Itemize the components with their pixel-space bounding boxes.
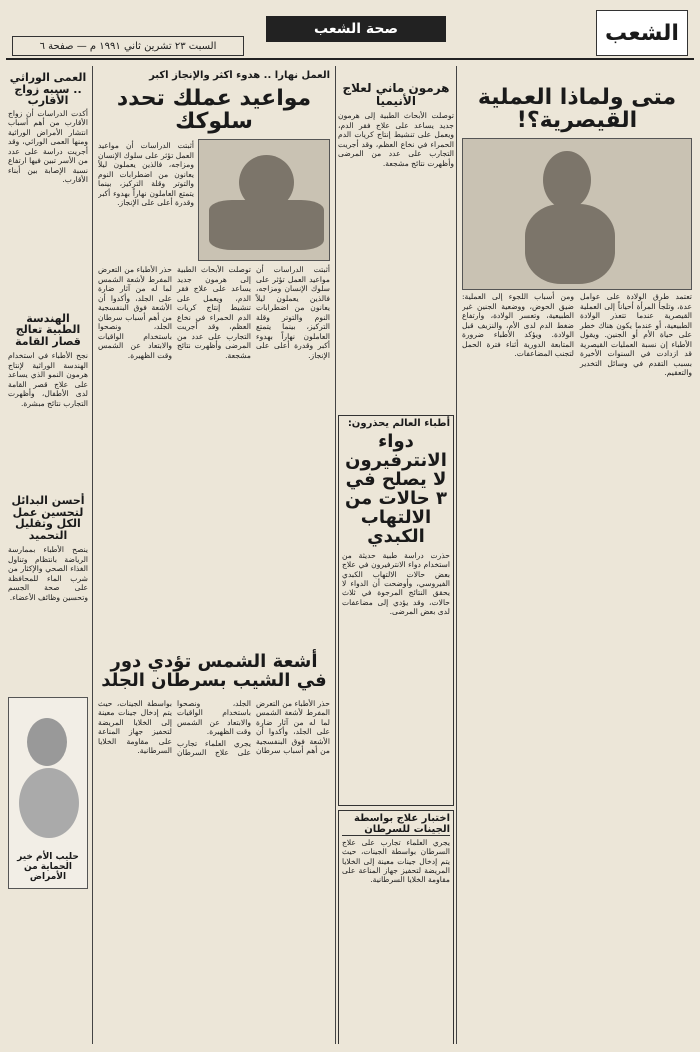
hormone-body: توصلت الأبحاث الطبية إلى هرمون جديد يساعد على علاج فقر الدم، ويعمل على تنشيط إنتاج كريات الدم الحمراء في نخاع العظم، وقد أجريت التجارب على عدد من المرضى وأظهرت نتائج مشجعة. xyxy=(338,111,454,168)
baby-figure xyxy=(19,768,79,838)
appointments-kicker: العمل نهاراً .. هدوء أكثر والإنجاز أكبر xyxy=(149,70,330,81)
engineering-body: نجح الأطباء في استخدام الهندسة الوراثية لإنتاج هرمون النمو الذي يساعد على علاج قصر القامة لدى الأطفال، وأظهرت التجارب نتائج مبشرة. xyxy=(8,351,88,408)
genes-box xyxy=(338,810,454,1044)
interferon-headline: دواء الانترفيرون لا يصلح في ٣ حالات من الالتهاب الكبدي xyxy=(344,431,448,547)
cesarean-body xyxy=(462,292,692,1044)
appointments-paragraph: حذر الأطباء من التعرض المفرط لأشعة الشمس لما له من آثار ضارة على الجلد، وأكدوا أن الأشعة فوق البنفسجية من أهم أسباب سرطان الجلد، ونصحوا باستخدام الواقيات والابتعاد عن الشمس وقت الظهيرة. xyxy=(98,265,172,360)
cesarean-paragraph: ومن أسباب اللجوء إلى العملية: ضيق الحوض، ووضعية الجنين غير الطبيعية، وتعسر الولادة، وارتفاع ضغط الدم لدى الأم، والنزيف قبل الولادة. ويؤكد الأطباء ضرورة المتابعة الدورية أثناء فترة الحمل لتجنب المضاعفات. xyxy=(462,292,574,359)
masthead xyxy=(6,6,694,60)
sun-paragraph: حذر الأطباء من التعرض المفرط لأشعة الشمس لما له من آثار ضارة على الجلد، وأكدوا أن الأشعة فوق البنفسجية من أهم أسباب سرطان الجلد، ونصحوا باستخدام الواقيات والابتعاد عن الشمس وقت الظهيرة. xyxy=(177,698,330,756)
appointments-paragraph: أثبتت الدراسات أن مواعيد العمل تؤثر على سلوك الإنسان ومزاجه، فالذين يعملون ليلاً يعانون من اضطرابات النوم والتوتر وقلة التركيز، بينما يتمتع العاملون نهاراً بهدوء أكبر وقدرة أعلى على الإنجاز. xyxy=(256,265,330,360)
interferon-box xyxy=(338,415,454,805)
appointments-photo xyxy=(198,139,330,261)
column-rule xyxy=(92,66,93,1044)
newspaper-logo: الشعب xyxy=(596,10,688,56)
sun-headline: أشعة الشمس تؤدي دور في الشيب بسرطان الجلد xyxy=(101,651,327,692)
sun-body xyxy=(98,699,330,939)
woman-figure xyxy=(543,151,591,209)
rocking-chair xyxy=(525,204,615,284)
appointments-headline: مواعيد عملك تحدد سلوكك xyxy=(116,86,312,135)
mother-figure xyxy=(27,718,67,766)
interferon-body: حذرت دراسة طبية حديثة من استخدام دواء الانترفيرون في علاج بعض حالات الالتهاب الكبدي الفيروسي، وأوضحت أن الدواء لا يحقق النتائج المرجوة في ثلاث حالات، وقد يؤدي إلى مضاعفات لدى بعض المرضى. xyxy=(342,550,450,617)
cesarean-paragraph: تعتمد طرق الولادة على عوامل عدة، وتلجأ المرأة أحياناً إلى العملية القيصرية عندما تتعذر الولادة الطبيعية، أو عندما يكون هناك خطر على حياة الأم أو الجنين. ويقول الأطباء إن نسبة العمليات القيصرية قد ازدادت في السنوات الأخيرة بسبب التقدم في وسائل التخدير والتعقيم. xyxy=(580,292,692,378)
appointments-lead xyxy=(98,139,330,263)
desk-arms xyxy=(209,200,324,250)
sidebar-headline: العمى الوراثي .. سببه زواج الأقارب xyxy=(9,71,87,108)
left-column xyxy=(8,70,88,1044)
section-banner: صحة الشعب xyxy=(266,16,446,42)
column-rule xyxy=(456,66,457,1044)
appointments-paragraph: توصلت الأبحاث الطبية إلى هرمون جديد يساعد على علاج فقر الدم، ويعمل على تنشيط إنتاج كريات الدم الحمراء في نخاع العظم، وقد أجريت التجارب على عدد من المرضى وأظهرت نتائج مشجعة. xyxy=(177,265,251,360)
genes-body: يجري العلماء تجارب على علاج السرطان بواسطة الجينات، حيث يتم إدخال جينات معينة إلى الخلايا المريضة لتحفيز جهاز المناعة على مقاومة الخلايا السرطانية. xyxy=(342,837,450,885)
cesarean-article xyxy=(462,70,692,1044)
appointments-article xyxy=(98,70,330,1044)
breastfeeding-ad xyxy=(8,697,88,889)
dateline: السبت ٢٣ تشرين ثاني ١٩٩١ م — صفحة ٦ xyxy=(12,36,244,56)
cesarean-photo xyxy=(462,138,692,290)
cesarean-headline: متى ولماذا العملية القيصرية؟! xyxy=(477,85,677,134)
interferon-kicker: أطباء العالم يحذرون: xyxy=(347,418,450,430)
engineering-headline: الهندسة الطبية تعالج قصار القامة xyxy=(15,311,81,348)
column-rule xyxy=(335,66,336,1044)
cigarette-body: ينصح الأطباء بممارسة الرياضة بانتظام وتناول الغذاء الصحي والإكثار من شرب الماء للمحافظة على صحة الجسم وتحسين وظائف الأعضاء. xyxy=(8,545,88,602)
ad-caption: حليب الأم خير الحماية من الأمراض xyxy=(17,852,79,883)
hormone-article xyxy=(338,70,454,1044)
sidebar-body: أكدت الدراسات أن زواج الأقارب من أهم أسباب انتشار الأمراض الوراثية ومنها العمى الوراثي، وقد أجريت دراسة على عدد من الأسر تبين فيها ارتفاع نسبة الإصابة بين أبناء الأقارب. xyxy=(8,108,88,185)
genes-headline: اختبار علاج بواسطة الجينات للسرطان xyxy=(342,813,450,836)
cigarette-headline: أحسن البدائل لتحسين عمل الكل وتقليل التحميد xyxy=(11,494,85,542)
appointments-body: أثبتت الدراسات أن مواعيد العمل تؤثر على سلوك الإنسان ومزاجه، فالذين يعملون ليلاً يعانون من اضطرابات النوم والتوتر وقلة التركيز، بينما يتمتع العاملون نهاراً بهدوء أكبر وقدرة أعلى على الإنجاز. xyxy=(98,141,194,208)
hormone-headline: هرمون ماني لعلاج الأنيميا xyxy=(342,81,450,108)
sun-paragraph: يجري العلماء تجارب على علاج السرطان بواسطة الجينات، حيث يتم إدخال جينات معينة إلى الخلايا المريضة لتحفيز جهاز المناعة على مقاومة الخلايا السرطانية. xyxy=(98,698,251,758)
appointments-continued xyxy=(98,265,330,645)
